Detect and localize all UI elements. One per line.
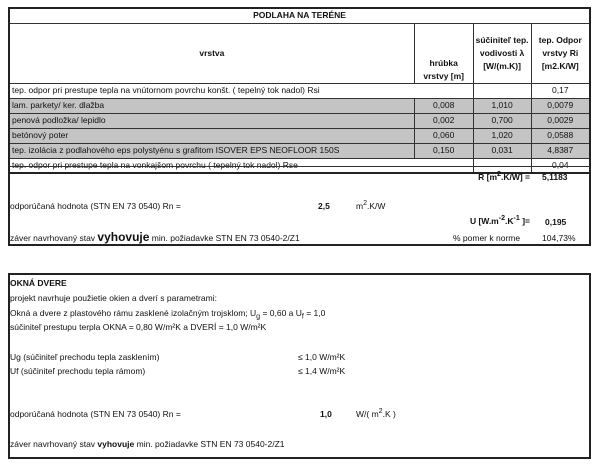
layer-lambda: 1,010 — [473, 98, 531, 113]
layer-r: 0,0029 — [531, 113, 590, 128]
header-thickness: hrúbka vrstvy [m] — [414, 23, 473, 83]
layer-row — [9, 143, 590, 158]
ratio-value: 104,73% — [542, 233, 576, 243]
rsi-label: tep. odpor pri prestupe tepla na vnútornom povrchu konšt. ( tepelný tok nadol) Rsi — [9, 83, 473, 98]
r-total-value: 5,1183 — [542, 172, 568, 182]
layer-name: lam. parkety/ ker. dlažba — [9, 98, 414, 113]
windows-conclusion: záver navrhovaný stav vyhovuje min. požiadavke STN EN 73 0540-2/Z1 — [10, 439, 285, 449]
floor-title: PODLAHA NA TERÉNE — [9, 8, 590, 23]
floor-table — [8, 7, 591, 174]
windows-line3: súčiniteľ prestupu terpla OKNA = 0,80 W/m²K a DVERÍ = 1,0 W/m²K — [10, 322, 267, 332]
layer-thickness: 0,008 — [414, 98, 473, 113]
floor-conclusion: záver navrhovaný stav vyhovuje min. požiadavke STN EN 73 0540-2/Z1 — [10, 230, 300, 244]
windows-line2: Okná a dvere z plastového rámu zasklené izolačným trojsklom; $U_g = 0,60$ a $U_f = 1,0$ — [10, 308, 326, 321]
rn-unit: $m^2.K/W$ — [356, 199, 386, 211]
windows-rn-value: 1,0 — [320, 409, 332, 419]
windows-rn-label: odporúčaná hodnota (STN EN 73 0540) Rn = — [10, 409, 181, 419]
layer-r: 4,8387 — [531, 143, 590, 158]
rse-value: 0,04 — [531, 158, 590, 173]
layer-row — [9, 113, 590, 128]
layer-lambda: 1,020 — [473, 128, 531, 143]
layer-row — [9, 128, 590, 143]
uf-label: Uf (súčiniteľ prechodu tepla rámom) — [10, 366, 146, 376]
windows-title: OKNÁ DVERE — [10, 278, 67, 288]
uf-value: ≤ 1,4 W/m²K — [298, 366, 346, 376]
layer-name: tep. izolácia z podlahového eps polystyénu s grafitom ISOVER EPS NEOFLOOR 150S — [9, 143, 414, 158]
rsi-value: 0,17 — [531, 83, 590, 98]
header-resistance: tep. Odpor vrstvy Ri [m2.K/W] — [531, 23, 590, 83]
layer-lambda: 0,700 — [473, 113, 531, 128]
u-label: U [$W.m^{-2}.K^{-1}$ ]= — [469, 214, 530, 226]
rn-value: 2,5 — [318, 201, 330, 211]
ug-value: ≤ 1,0 W/m²K — [298, 352, 346, 362]
rn-label: odporúčaná hodnota (STN EN 73 0540) Rn = — [10, 201, 181, 211]
windows-line1: projekt navrhuje použietie okien a dverí s parametrami: — [10, 293, 217, 303]
layer-name: betónový poter — [9, 128, 414, 143]
rse-label: tep. odpor pri prestupe tepla na vonkajšom povrchu ( tepelný tok nadol) Rse — [9, 158, 473, 173]
ratio-label: % pomer k norme — [453, 233, 521, 243]
ug-label: Ug (súčiniteľ prechodu tepla zasklením) — [10, 352, 160, 362]
r-total-label: R $[m^2.K/W]$ = — [478, 170, 530, 182]
header-layer: vrstva — [9, 23, 414, 83]
layer-thickness: 0,002 — [414, 113, 473, 128]
rsi-empty — [473, 83, 531, 98]
rsi-row — [9, 83, 590, 98]
layer-thickness: 0,150 — [414, 143, 473, 158]
layer-row — [9, 98, 590, 113]
u-value: 0,195 — [545, 217, 567, 227]
layer-r: 0,0588 — [531, 128, 590, 143]
layer-r: 0,0079 — [531, 98, 590, 113]
layer-name: penová podložka/ lepidlo — [9, 113, 414, 128]
layer-thickness: 0,060 — [414, 128, 473, 143]
layer-lambda: 0,031 — [473, 143, 531, 158]
windows-rn-unit: W/( $m^2.K$ ) — [356, 407, 396, 419]
header-lambda: súčiniteľ tep. vodivosti λ [W/(m.K)] — [473, 23, 531, 83]
